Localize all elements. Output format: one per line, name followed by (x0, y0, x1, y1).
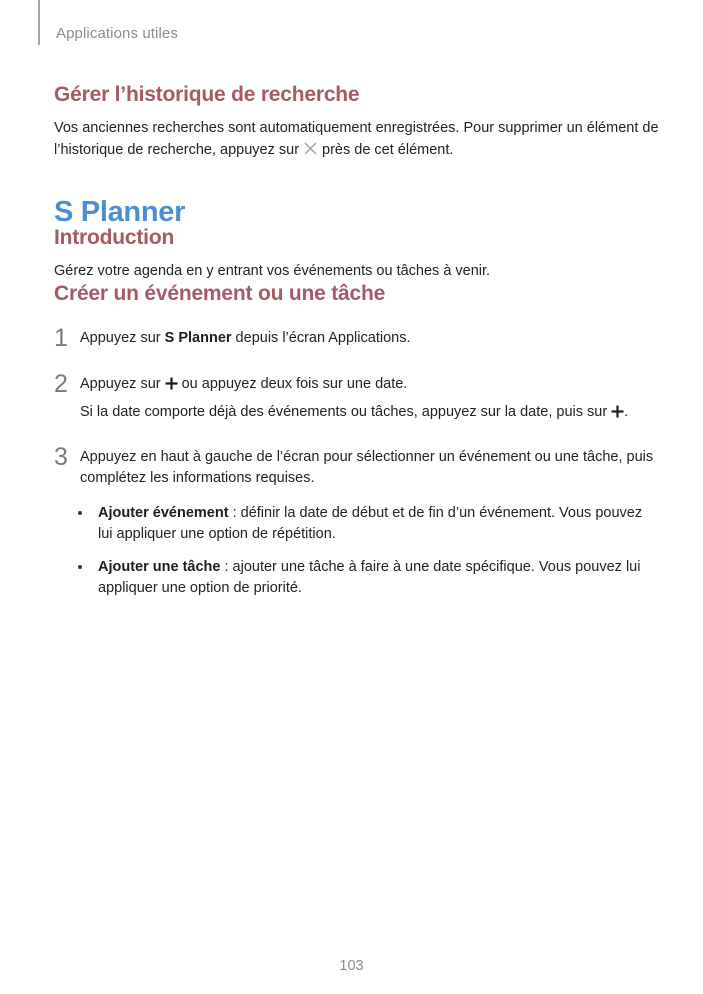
step-2 (54, 371, 664, 424)
step-3 (54, 444, 664, 490)
step-number: 3 (54, 442, 68, 471)
bullet-list (54, 503, 664, 600)
section-create-event-task (54, 283, 664, 600)
close-icon (303, 141, 318, 156)
bullet-text (98, 557, 658, 600)
step-text-segment: Appuyez sur (80, 329, 165, 346)
step-number: 1 (54, 323, 68, 352)
bullet-description: : définir la date de début et de fin d’un événement. Vous pouvez lui appliquer une option de répétition. (98, 504, 643, 542)
plus-icon (611, 405, 624, 418)
bullet-item-add-task (54, 557, 664, 600)
step-text-bold: S Planner (164, 329, 232, 346)
bullet-text (98, 503, 658, 546)
bullet-dot (78, 511, 82, 515)
step-number: 2 (54, 369, 68, 398)
section-title-introduction: Introduction (54, 226, 175, 249)
section-title-create: Créer un événement ou une tâche (54, 281, 386, 305)
plus-icon (165, 377, 178, 390)
bullet-description: : ajouter une tâche à faire à une date spécifique. Vous pouvez lui appliquer une option de priorité. (98, 558, 641, 596)
header-rule (38, 0, 40, 45)
section-body-search-history (54, 118, 664, 161)
section-title-search-history: Gérer l’historique de recherche (54, 83, 360, 106)
step-text (80, 444, 654, 490)
running-header: Applications utiles (56, 25, 178, 42)
step-text-segment: Si la date comporte déjà des événements ou tâches, appuyez sur la date, puis sur (80, 404, 608, 420)
step-text (80, 371, 654, 424)
chapter-title: S Planner (54, 196, 186, 228)
step-list (54, 325, 664, 490)
bullet-dot (78, 565, 82, 569)
body-text-segment: Vos anciennes recherches sont automatiquement enregistrées. Pour supprimer un élément de l’historique de recherche, appuyez sur (54, 120, 659, 158)
step-text-segment: Appuyez en haut à gauche de l’écran pour sélectionner un événement ou une tâche, puis complétez les informations requises. (80, 448, 654, 486)
section-body-introduction: Gérez votre agenda en y entrant vos événements ou tâches à venir. (54, 263, 491, 279)
step-text (80, 325, 654, 350)
bullet-item-add-event (54, 503, 664, 546)
step-text-segment: ou appuyez deux fois sur une date. (181, 375, 408, 392)
step-text-segment: depuis l’écran Applications. (231, 329, 411, 346)
step-1 (54, 325, 664, 351)
step-text-segment: . (624, 404, 629, 420)
bullet-term: Ajouter une tâche (98, 558, 221, 575)
body-text-segment: près de cet élément. (322, 141, 454, 158)
section-search-history (54, 84, 664, 161)
bullet-term: Ajouter événement (98, 504, 229, 521)
page-number: 103 (339, 958, 364, 974)
page-content (54, 0, 664, 600)
section-introduction (54, 227, 664, 283)
step-text-segment: Appuyez sur (80, 375, 161, 392)
